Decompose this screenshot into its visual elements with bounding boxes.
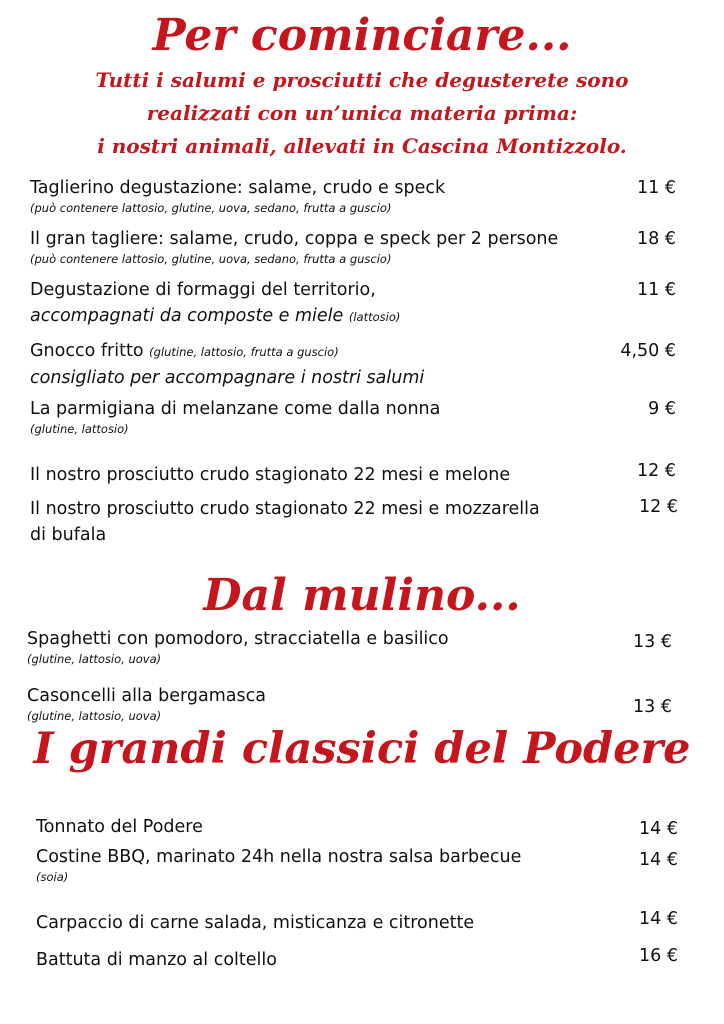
item-name: Battuta di manzo al coltello — [36, 950, 277, 970]
item-allergens: (può contenere lattosio, glutine, uova, sedano, frutta a guscio) — [30, 252, 392, 266]
section-title-dal-mulino: Dal mulino... — [203, 570, 521, 621]
item-name: Casoncelli alla bergamasca — [27, 686, 266, 706]
item-price: 11 € — [637, 178, 676, 198]
item-name: Gnocco fritto — [30, 341, 144, 361]
section-title-grandi-classici: I grandi classici del Podere — [33, 724, 691, 774]
menu-item — [30, 226, 558, 267]
menu-item — [27, 626, 449, 667]
item-price: 12 € — [637, 461, 676, 481]
item-allergens: (può contenere lattosio, glutine, uova, sedano, frutta a guscio) — [30, 201, 392, 215]
menu-item — [36, 910, 474, 936]
item-allergens: (glutine, lattosio, uova) — [27, 709, 162, 723]
item-name: Degustazione di formaggi del territorio, — [30, 280, 376, 300]
item-name: La parmigiana di melanzane come dalla nonna — [30, 399, 441, 419]
item-price: 14 € — [639, 850, 678, 870]
item-price: 16 € — [639, 946, 678, 966]
item-price: 18 € — [637, 229, 676, 249]
item-price: 13 € — [633, 632, 672, 652]
item-name: Spaghetti con pomodoro, stracciatella e basilico — [27, 629, 449, 649]
item-price: 14 € — [639, 819, 678, 839]
item-name: Il gran tagliere: salame, crudo, coppa e speck per 2 persone — [30, 229, 559, 249]
item-name-continued: di bufala — [30, 525, 107, 545]
menu-item — [30, 277, 400, 330]
item-price: 13 € — [633, 697, 672, 717]
item-allergens: (soia) — [36, 870, 69, 884]
item-price: 11 € — [637, 280, 676, 300]
item-price: 14 € — [639, 909, 678, 929]
item-name: Il nostro prosciutto crudo stagionato 22 mesi e mozzarella — [30, 499, 540, 519]
section-title-per-cominciare: Per cominciare... — [152, 10, 572, 61]
item-allergens: (glutine, lattosio, frutta a guscio) — [149, 345, 339, 359]
item-subtitle: accompagnati da composte e miele — [30, 306, 344, 326]
item-name: Tonnato del Podere — [36, 817, 203, 837]
item-price: 4,50 € — [620, 341, 676, 361]
intro-line-1: Tutti i salumi e prosciutti che degusterete sono — [95, 68, 629, 92]
item-subtitle: consigliato per accompagnare i nostri salumi — [30, 368, 425, 388]
menu-item — [27, 683, 266, 724]
item-name: Taglierino degustazione: salame, crudo e speck — [30, 178, 446, 198]
intro-line-2: realizzati con un’unica materia prima: — [146, 101, 578, 125]
menu-item — [36, 947, 277, 973]
item-allergens: (glutine, lattosio, uova) — [27, 652, 162, 666]
menu-item — [30, 496, 540, 548]
item-price: 9 € — [648, 399, 676, 419]
item-name: Carpaccio di carne salada, misticanza e citronette — [36, 913, 475, 933]
item-price: 12 € — [639, 497, 678, 517]
menu-item — [30, 338, 424, 391]
item-name: Il nostro prosciutto crudo stagionato 22 mesi e melone — [30, 465, 511, 485]
menu-item — [30, 396, 440, 437]
item-name: Costine BBQ, marinato 24h nella nostra salsa barbecue — [36, 847, 522, 867]
item-allergens: (glutine, lattosio) — [30, 422, 129, 436]
intro-line-3: i nostri animali, allevati in Cascina Montizzolo. — [97, 134, 627, 158]
menu-item — [36, 844, 521, 885]
menu-item — [30, 462, 510, 488]
menu-item — [36, 814, 203, 840]
menu-item — [30, 175, 445, 216]
item-allergens: (lattosio) — [348, 310, 401, 324]
